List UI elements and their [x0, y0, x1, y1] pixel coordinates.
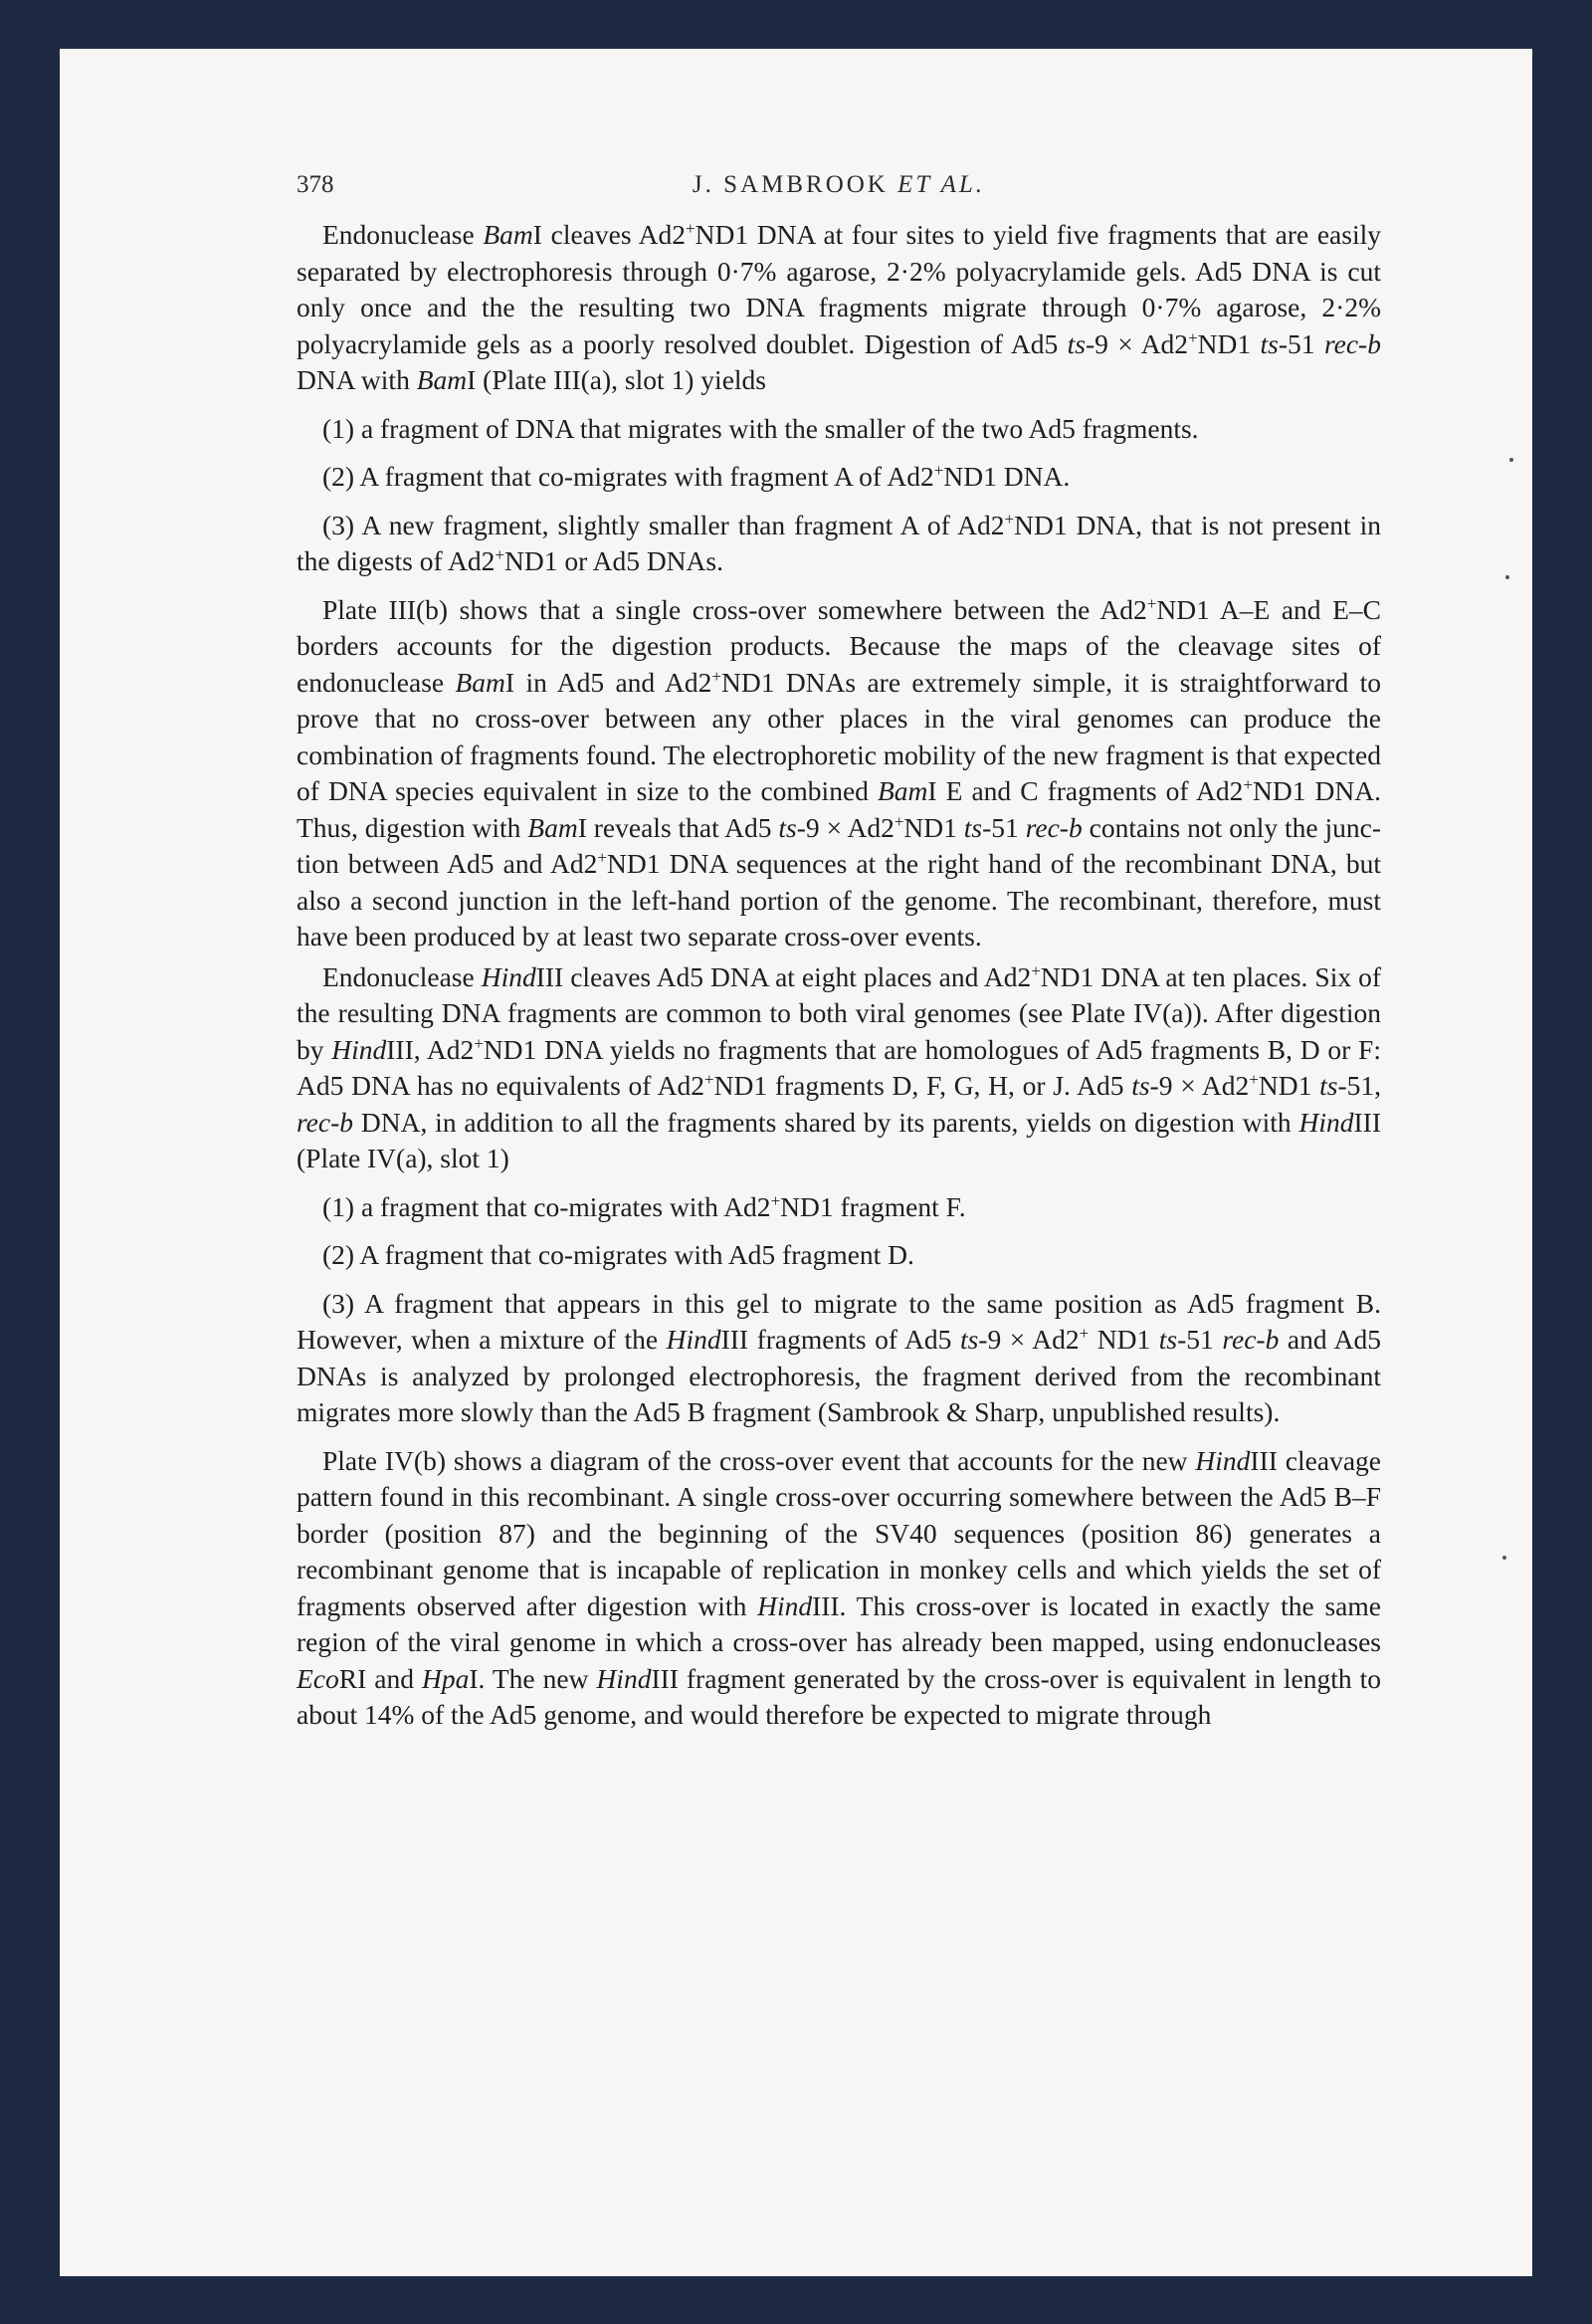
list-item [297, 508, 1381, 580]
list-item [297, 1189, 1381, 1226]
text-run: III fragments of Ad5 [720, 1324, 960, 1355]
italic-text: ts [1067, 327, 1086, 359]
superscript: + [894, 811, 904, 831]
italic-text: Hpa [421, 1662, 470, 1694]
italic-text: ts [1158, 1324, 1178, 1355]
superscript: + [474, 1033, 484, 1053]
superscript: + [1249, 1070, 1259, 1089]
body-text [297, 217, 1381, 1746]
paragraph [297, 592, 1381, 955]
italic-text: ts [963, 811, 983, 843]
text-run: (2) A fragment that co-migrates with fragment A of Ad2 [322, 461, 934, 492]
text-run: ND1 DNA yields no fragments that are homologues of Ad5 fragments B, D or F: Ad5 DNA has no equivalents of Ad2 [297, 1033, 1381, 1101]
italic-text: ts [1319, 1070, 1338, 1101]
text-run: -9 × Ad2 [1085, 327, 1189, 359]
text-run: I E and C fragments of Ad2 [927, 775, 1244, 806]
superscript: + [933, 461, 944, 480]
italic-text: Hind [331, 1033, 387, 1065]
italic-text: ts [778, 811, 797, 843]
superscript: + [1188, 327, 1198, 347]
text-run: DNA, in addition to all the fragments shared by its parents, yields on digestion with [353, 1106, 1299, 1138]
italic-text: ts [959, 1324, 979, 1355]
text-run: Endonuclease [322, 960, 482, 992]
superscript: + [704, 1070, 714, 1089]
speck [1505, 575, 1509, 579]
text-run: -51 [1177, 1324, 1223, 1355]
superscript: + [1243, 775, 1254, 794]
superscript: + [1146, 593, 1157, 613]
running-title [297, 171, 1381, 199]
italic-text: Hind [481, 960, 536, 992]
text-run: RI and [338, 1662, 422, 1694]
speck [1502, 1556, 1506, 1560]
italic-text: rec-b [1323, 327, 1381, 359]
text-run: I (Plate III(a), slot 1) yields [467, 364, 767, 395]
italic-text: Bam [416, 364, 468, 395]
superscript: + [711, 666, 721, 686]
text-run: ND1 fragments D, F, G, H, or J. Ad5 [713, 1070, 1132, 1101]
text-run: ND1 [1089, 1324, 1159, 1355]
text-run: ND1 or Ad5 DNAs. [503, 545, 723, 576]
text-run: -9 × Ad2 [978, 1324, 1080, 1355]
italic-text: Hind [1298, 1106, 1354, 1138]
superscript: + [686, 219, 696, 238]
text-run: (3) A fragment that appears in this gel to migrate to the same position as Ad5 fragment B. However, when a mixture of the [297, 1287, 1381, 1355]
italic-text: rec-b [1222, 1324, 1280, 1355]
superscript: + [770, 1190, 781, 1210]
text-run: -51 [1278, 327, 1324, 359]
italic-text: Hind [757, 1589, 813, 1621]
text-run: (1) a fragment of DNA that migrates with the smaller of the two Ad5 fragments. [322, 412, 1199, 444]
text-run: ND1 DNA at ten places. Six of the resulting DNA fragments are common to both viral genomes (see Plate IV(a)). After digestion by [297, 960, 1382, 1065]
paragraph [297, 1443, 1381, 1734]
text-run: I cleaves Ad2 [532, 219, 687, 250]
page-number: 378 [297, 171, 334, 198]
text-run: ND1 DNA at four sites to yield five fragments that are easily separated by electrophoresis through 0·7% agarose, 2·2% polyacrylamide gels. Ad5 DNA is cut only once and the the resulting two DNA fragments migrate through 0·7% agarose, 2·2% polyacrylamide gels as a poorly resolved doublet. Digestion of Ad5 [297, 219, 1381, 359]
text-run: III. This cross-over is located in exactly the same region of the viral genome in which a cross-over has already been mapped, using endonucleases [297, 1589, 1381, 1657]
italic-text: Bam [527, 811, 578, 843]
italic-text: Eco [297, 1662, 339, 1694]
paragraph [297, 959, 1381, 1177]
italic-text: ts [1260, 327, 1279, 359]
italic-text: ts [1131, 1070, 1150, 1101]
text-run: I. The new [469, 1662, 597, 1694]
superscript: + [1031, 960, 1041, 980]
text-run: ND1 DNA sequences at the right hand of the recombinant DNA, but also a second junction in the left-hand portion of the genome. The recombinant, therefore, must have been produced by at least two separate cross-over events. [297, 848, 1382, 951]
text-run: III, Ad2 [386, 1033, 475, 1065]
text-run: DNA with [297, 364, 417, 395]
running-title-authors: J. SAMBROOK [692, 171, 889, 198]
text-run: III (Plate IV(a), slot 1) [297, 1106, 1381, 1173]
text-run: ND1 A–E and E–C borders accounts for the digestion products. Because the maps of the cleavage sites of endonuclease [297, 593, 1381, 698]
italic-text: Bam [455, 666, 505, 698]
list-item [297, 1237, 1381, 1274]
text-run: ND1 [1197, 327, 1261, 359]
text-run: ND1 DNAs are extremely simple, it is straightforward to prove that no cross-over between any other places in the viral genomes can produce the combination of fragments found. The electrophoretic mobility of the new fragment is that expected of DNA species equivalent in size to the combined [297, 666, 1381, 806]
text-run: -51 [982, 811, 1026, 843]
superscript: + [597, 848, 607, 867]
superscript: + [1004, 509, 1015, 528]
text-run: III cleaves Ad5 DNA at eight places and Ad2 [535, 960, 1032, 992]
list-item [297, 1286, 1381, 1431]
text-run: Endonuclease [322, 219, 484, 250]
text-run: (3) A new fragment, slightly smaller than fragment A of Ad2 [322, 509, 1005, 540]
italic-text: rec-b [1025, 811, 1083, 843]
text-run: (2) A fragment that co-migrates with Ad5 fragment D. [322, 1239, 914, 1270]
text-run: -9 × Ad2 [796, 811, 895, 843]
text-run: I in Ad5 and Ad2 [504, 666, 712, 698]
italic-text: Hind [1195, 1444, 1251, 1476]
italic-text: Bam [877, 775, 928, 806]
italic-text: rec-b [297, 1106, 354, 1138]
text-run: ND1 DNA, that is not present in the digests of Ad2 [297, 509, 1381, 576]
text-run: (1) a fragment that co-migrates with Ad2 [322, 1190, 771, 1222]
text-run: ND1 fragment F. [780, 1190, 966, 1222]
text-run: ND1 [1258, 1070, 1320, 1101]
italic-text: Hind [666, 1324, 721, 1355]
italic-text: Bam [483, 219, 533, 250]
text-run: Plate III(b) shows that a single cross-over somewhere between the Ad2 [322, 593, 1147, 625]
text-run: ND1 DNA. Thus, digestion with [297, 775, 1381, 843]
speck [1509, 458, 1513, 462]
text-run: contains not only the junction between Ad5 and Ad2 [297, 811, 1381, 879]
text-run: ND1 DNA. [943, 461, 1071, 492]
superscript: + [495, 545, 504, 564]
text-run: Plate IV(b) shows a diagram of the cross-over event that accounts for the new [322, 1444, 1196, 1476]
text-run: III fragment generated by the cross-over is equivalent in length to about 14% of the Ad5 genome, and would therefore be expected to migrate through [297, 1662, 1381, 1730]
running-title-etal: ET AL. [888, 171, 986, 198]
list-item [297, 411, 1381, 448]
text-run: -51, [1337, 1070, 1381, 1101]
paragraph [297, 217, 1381, 399]
text-run: ND1 [903, 811, 964, 843]
text-run: and Ad5 DNAs is analyzed by prolonged electrophoresis, the fragment derived from the recombinant migrates more slowly than the Ad5 B fragment (Sambrook & Sharp, unpublished results). [297, 1324, 1381, 1427]
italic-text: Hind [596, 1662, 652, 1694]
text-run: -9 × Ad2 [1149, 1070, 1250, 1101]
running-header [297, 171, 1381, 207]
list-item [297, 459, 1381, 496]
text-run: I reveals that Ad5 [577, 811, 779, 843]
text-run: III cleavage pattern found in this recombinant. A single cross-over occurring somewhere between the Ad5 B–F border (position 87) and the beginning of the SV40 sequences (position 86) generates a recombinant genome that is incapable of replication in monkey cells and which yields the set of fragments observed after digestion with [297, 1444, 1381, 1621]
superscript: + [1079, 1324, 1090, 1343]
